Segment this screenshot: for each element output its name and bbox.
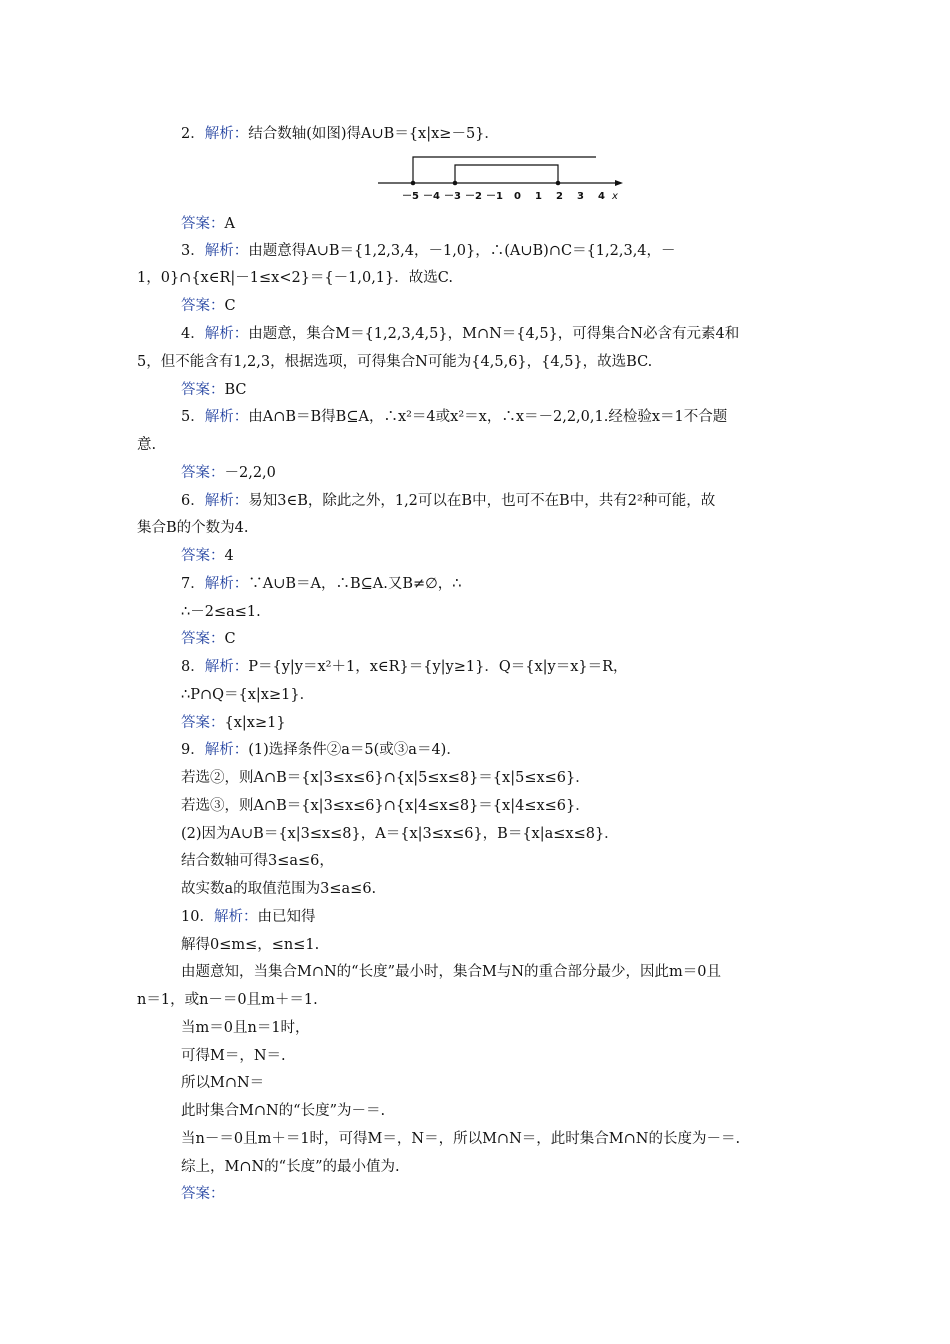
axis-variable-label: x xyxy=(612,191,618,202)
tick-label: 0 xyxy=(514,191,521,202)
tick-label: 4 xyxy=(598,191,605,202)
line-q3-cont: 1，0}∩{x∈R|－1≤x<2}＝{－1,0,1}．故选C. xyxy=(137,270,453,286)
line-q8-cont: ∴P∩Q＝{x|x≥1}． xyxy=(181,687,315,703)
line-q10-b: 解得0≤m≤，≤n≤1. xyxy=(181,937,320,953)
tick-label: －5 xyxy=(402,191,419,202)
line-q2: 2．解析：结合数轴(如图)得A∪B＝{x|x≥－5}． xyxy=(181,126,499,142)
interval-bracket-b xyxy=(413,157,596,183)
line-q6-cont: 集合B的个数为4. xyxy=(137,520,249,536)
line-q10-i: 综上，M∩N的“长度”的最小值为. xyxy=(181,1159,400,1175)
tick-label: －2 xyxy=(465,191,482,202)
tick-label: 1 xyxy=(535,191,542,202)
endpoint-dot xyxy=(556,181,561,186)
endpoint-dot xyxy=(411,181,416,186)
line-q10-h: 当n－＝0且m＋＝1时，可得M＝，N＝，所以M∩N＝，此时集合M∩N的长度为－＝. xyxy=(181,1131,741,1147)
tick-label: －3 xyxy=(444,191,461,202)
axis-arrow-icon xyxy=(615,180,623,186)
endpoint-dot xyxy=(453,181,458,186)
line-q10-f: 所以M∩N＝ xyxy=(181,1075,265,1091)
line-q4: 4．解析：由题意，集合M＝{1,2,3,4,5}，M∩N＝{4,5}，可得集合N必含有元素4和 xyxy=(181,326,740,342)
answer-q10: 答案： xyxy=(181,1186,225,1202)
line-q10-e: 可得M＝，N＝. xyxy=(181,1048,286,1064)
line-q10-c-cont: n＝1，或n－＝0且m＋＝1. xyxy=(137,992,318,1008)
line-q5-cont: 意. xyxy=(137,437,157,453)
line-q10-g: 此时集合M∩N的“长度”为－＝. xyxy=(181,1103,386,1119)
tick-label: －1 xyxy=(486,191,503,202)
answer-q6: 答案：4 xyxy=(181,548,234,564)
answer-q4: 答案：BC xyxy=(181,382,247,398)
line-q10: 10．解析：由已知得 xyxy=(181,909,316,925)
line-q8: 8．解析：P＝{y|y＝x²＋1，x∈R}＝{y|y≥1}．Q＝{x|y＝x}＝R， xyxy=(181,659,628,675)
line-q10-c: 由题意知，当集合M∩N的“长度”最小时，集合M与N的重合部分最少，因此m＝0且 xyxy=(181,964,722,980)
line-q9-d: (2)因为A∪B＝{x|3≤x≤8}，A＝{x|3≤x≤6}，B＝{x|a≤x≤8}． xyxy=(181,826,619,842)
answer-q7: 答案：C xyxy=(181,631,236,647)
tick-label: 3 xyxy=(577,191,584,202)
tick-label: 2 xyxy=(556,191,563,202)
line-q9-e: 结合数轴可得3≤a≤6， xyxy=(181,853,334,869)
answer-q8: 答案：{x|x≥1} xyxy=(181,715,286,731)
number-line-figure xyxy=(376,152,626,207)
line-q9-c: 若选③，则A∩B＝{x|3≤x≤6}∩{x|4≤x≤8}＝{x|4≤x≤6}． xyxy=(181,798,590,814)
line-q7: 7．解析：∵A∪B＝A，∴B⊆A.又B≠∅，∴ xyxy=(181,576,462,592)
line-q3: 3．解析：由题意得A∪B＝{1,2,3,4，－1,0}，∴(A∪B)∩C＝{1,2,3,4，－ xyxy=(181,243,676,259)
line-q4-cont: 5，但不能含有1,2,3，根据选项，可得集合N可能为{4,5,6}，{4,5}，故选BC. xyxy=(137,354,653,370)
interval-bracket-a xyxy=(455,165,558,183)
answer-q3: 答案：C xyxy=(181,298,236,314)
line-q6: 6．解析：易知3∈B，除此之外，1,2可以在B中，也可不在B中，共有2²种可能，故 xyxy=(181,493,716,509)
line-q9-f: 故实数a的取值范围为3≤a≤6. xyxy=(181,881,377,897)
answer-q5: 答案：－2,2,0 xyxy=(181,465,276,481)
line-q10-d: 当m＝0且n＝1时， xyxy=(181,1020,310,1036)
line-q9-b: 若选②，则A∩B＝{x|3≤x≤6}∩{x|5≤x≤8}＝{x|5≤x≤6}． xyxy=(181,770,590,786)
line-q7-cont: ∴－2≤a≤1. xyxy=(181,604,261,620)
line-q5: 5．解析：由A∩B＝B得B⊆A，∴x²＝4或x²＝x，∴x＝－2,2,0,1.经检验x＝1不合题 xyxy=(181,409,728,425)
line-q9: 9．解析：(1)选择条件②a＝5(或③a＝4)． xyxy=(181,742,461,758)
answer-q2: 答案：A xyxy=(181,216,235,232)
tick-label: －4 xyxy=(423,191,440,202)
